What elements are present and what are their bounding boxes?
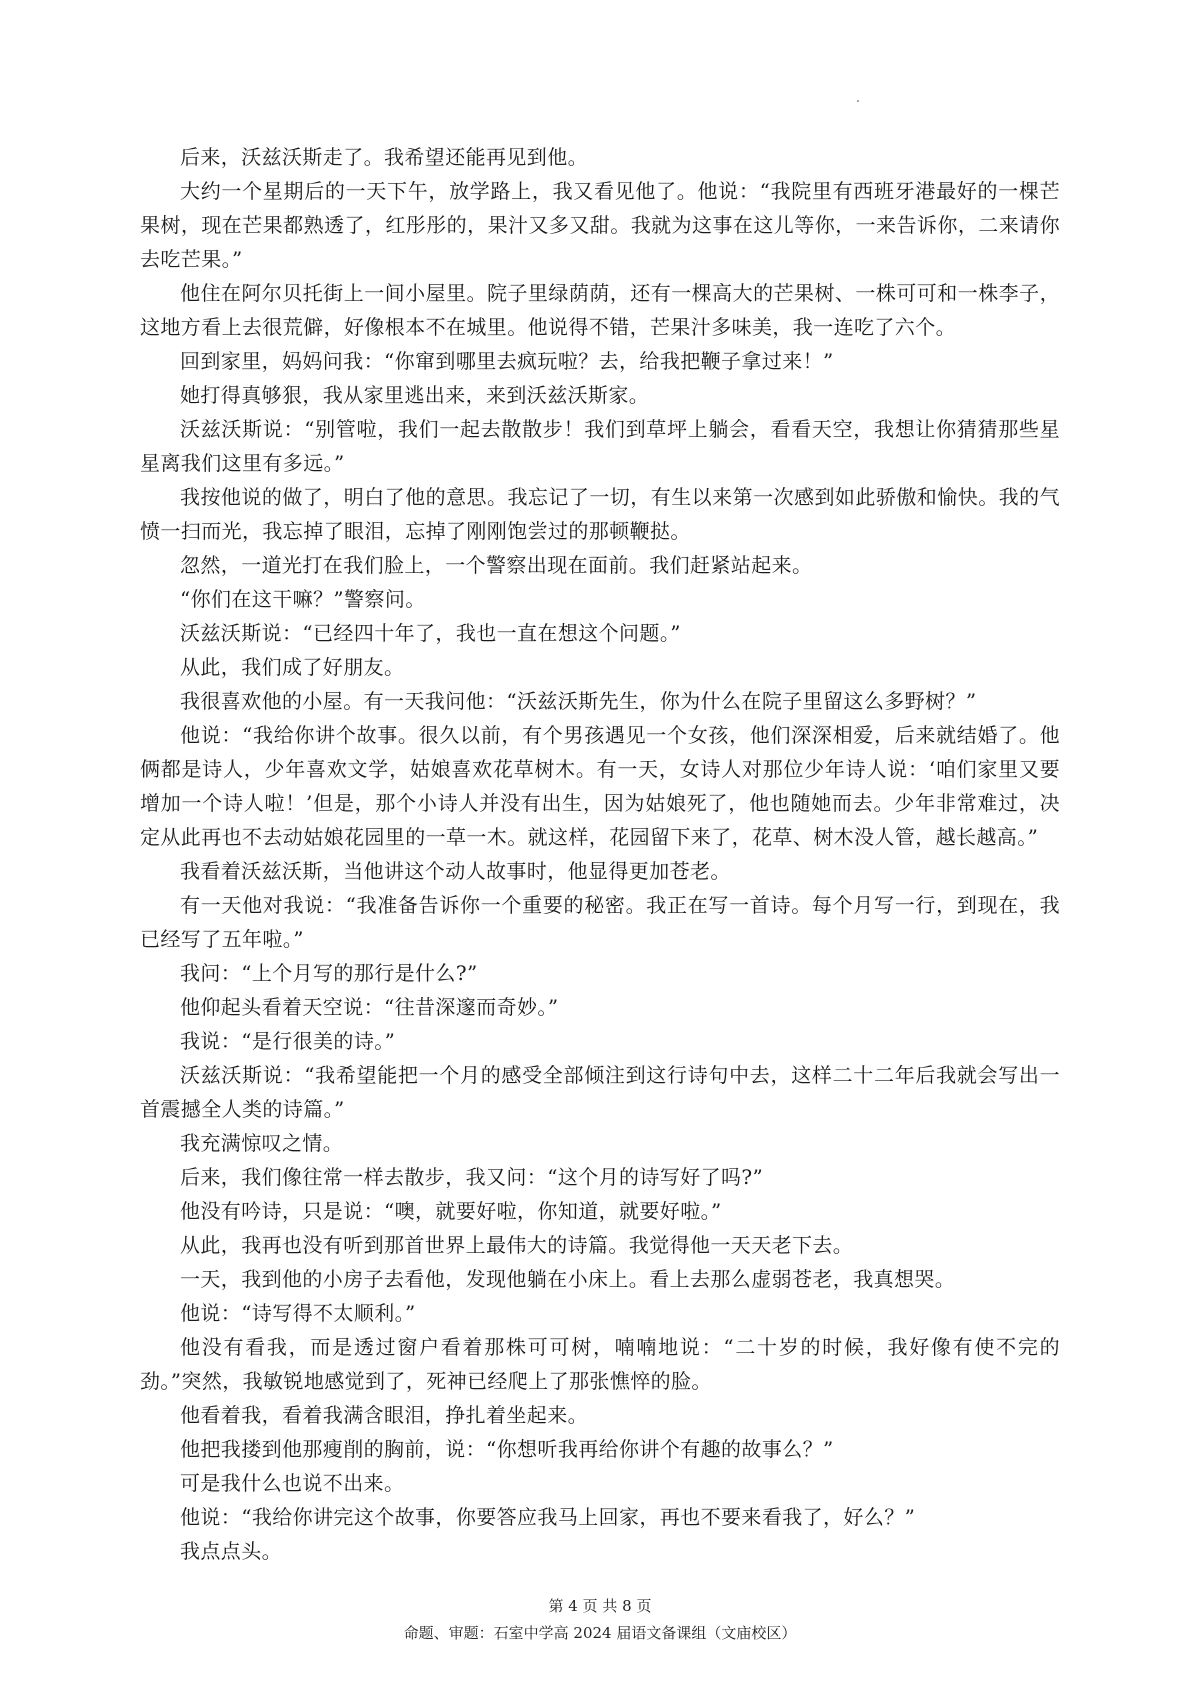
paragraph: 他住在阿尔贝托街上一间小屋里。院子里绿荫荫，还有一棵高大的芒果树、一株可可和一株李子，这地方看上去很荒僻，好像根本不在城里。他说得不错，芒果汁多味美，我一连吃了六个。	[140, 281, 1060, 339]
paragraph: 我充满惊叹之情。	[180, 1131, 344, 1155]
paragraph: 他说：“我给你讲个故事。很久以前，有个男孩遇见一个女孩，他们深深相爱，后来就结婚了。他俩都是诗人，少年喜欢文学，姑娘喜欢花草树木。有一天，女诗人对那位少年诗人说：‘咱们家里又要增加一个诗人啦！’但是，那个小诗人并没有出生，因为姑娘死了，他也随她而去。少年非常难过，决定从此再也不去动姑娘花园里的一草一木。就这样，花园留下来了，花草、树木没人管，越长越高。”	[140, 723, 1060, 849]
paragraph: 他说：“诗写得不太顺利。”	[180, 1301, 416, 1325]
paragraph: 从此，我再也没有听到那首世界上最伟大的诗篇。我觉得他一天天老下去。	[180, 1233, 854, 1257]
paragraph: 沃兹沃斯说：“别管啦，我们一起去散散步！我们到草坪上躺会，看看天空，我想让你猜猜那些星星离我们这里有多远。”	[140, 417, 1060, 475]
paragraph: 一天，我到他的小房子去看他，发现他躺在小床上。看上去那么虚弱苍老，我真想哭。	[180, 1267, 956, 1291]
paragraph: 可是我什么也说不出来。	[180, 1471, 405, 1495]
paragraph: “你们在这干嘛？”警察问。	[180, 587, 426, 611]
paragraph: 有一天他对我说：“我准备告诉你一个重要的秘密。我正在写一首诗。每个月写一行，到现在，我已经写了五年啦。”	[140, 893, 1060, 951]
footer-credit: 命题、审题：石室中学高 2024 届语文备课组（文庙校区）	[403, 1624, 797, 1642]
paragraph: 我说：“是行很美的诗。”	[180, 1029, 396, 1053]
paragraph: 忽然，一道光打在我们脸上，一个警察出现在面前。我们赶紧站起来。	[180, 553, 813, 577]
paragraph: 沃兹沃斯说：“已经四十年了，我也一直在想这个问题。”	[180, 621, 681, 645]
article-body	[140, 140, 1060, 1568]
paragraph: 我看着沃兹沃斯，当他讲这个动人故事时，他显得更加苍老。	[180, 859, 731, 883]
paragraph: 他没有看我，而是透过窗户看着那株可可树，喃喃地说：“二十岁的时候，我好像有使不完的劲。”突然，我敏锐地感觉到了，死神已经爬上了那张憔悴的脸。	[140, 1335, 1060, 1393]
paragraph: 她打得真够狠，我从家里逃出来，来到沃兹沃斯家。	[180, 383, 650, 407]
paragraph: 回到家里，妈妈问我：“你窜到哪里去疯玩啦？去，给我把鞭子拿过来！”	[180, 349, 834, 373]
paragraph: 他把我搂到他那瘦削的胸前，说：“你想听我再给你讲个有趣的故事么？”	[180, 1437, 834, 1461]
paragraph: 他没有吟诗，只是说：“噢，就要好啦，你知道，就要好啦。”	[180, 1199, 722, 1223]
paragraph: 后来，我们像往常一样去散步，我又问：“这个月的诗写好了吗?”	[180, 1165, 764, 1189]
paragraph: 沃兹沃斯说：“我希望能把一个月的感受全部倾注到这行诗句中去，这样二十二年后我就会写出一首震撼全人类的诗篇。”	[140, 1063, 1060, 1121]
paragraph: 我点点头。	[180, 1539, 282, 1563]
page-number: 第 4 页 共 8 页	[548, 1597, 652, 1615]
paragraph: 大约一个星期后的一天下午，放学路上，我又看见他了。他说：“我院里有西班牙港最好的一棵芒果树，现在芒果都熟透了，红彤彤的，果汁又多又甜。我就为这事在这儿等你，一来告诉你，二来请你去吃芒果。”	[140, 179, 1060, 271]
paragraph: 我按他说的做了，明白了他的意思。我忘记了一切，有生以来第一次感到如此骄傲和愉快。我的气愤一扫而光，我忘掉了眼泪，忘掉了刚刚饱尝过的那顿鞭挞。	[140, 485, 1060, 543]
paragraph: 他仰起头看着天空说：“往昔深邃而奇妙。”	[180, 995, 559, 1019]
paragraph: 后来，沃兹沃斯走了。我希望还能再见到他。	[180, 145, 588, 169]
paragraph: 从此，我们成了好朋友。	[180, 655, 405, 679]
paragraph: 他看着我，看着我满含眼泪，挣扎着坐起来。	[180, 1403, 588, 1427]
paragraph: 我很喜欢他的小屋。有一天我问他：“沃兹沃斯先生，你为什么在院子里留这么多野树？”	[180, 689, 977, 713]
paragraph: 我问：“上个月写的那行是什么?”	[180, 961, 478, 985]
scan-speck	[857, 100, 859, 102]
paragraph: 他说：“我给你讲完这个故事，你要答应我马上回家，再也不要来看我了，好么？”	[180, 1505, 916, 1529]
